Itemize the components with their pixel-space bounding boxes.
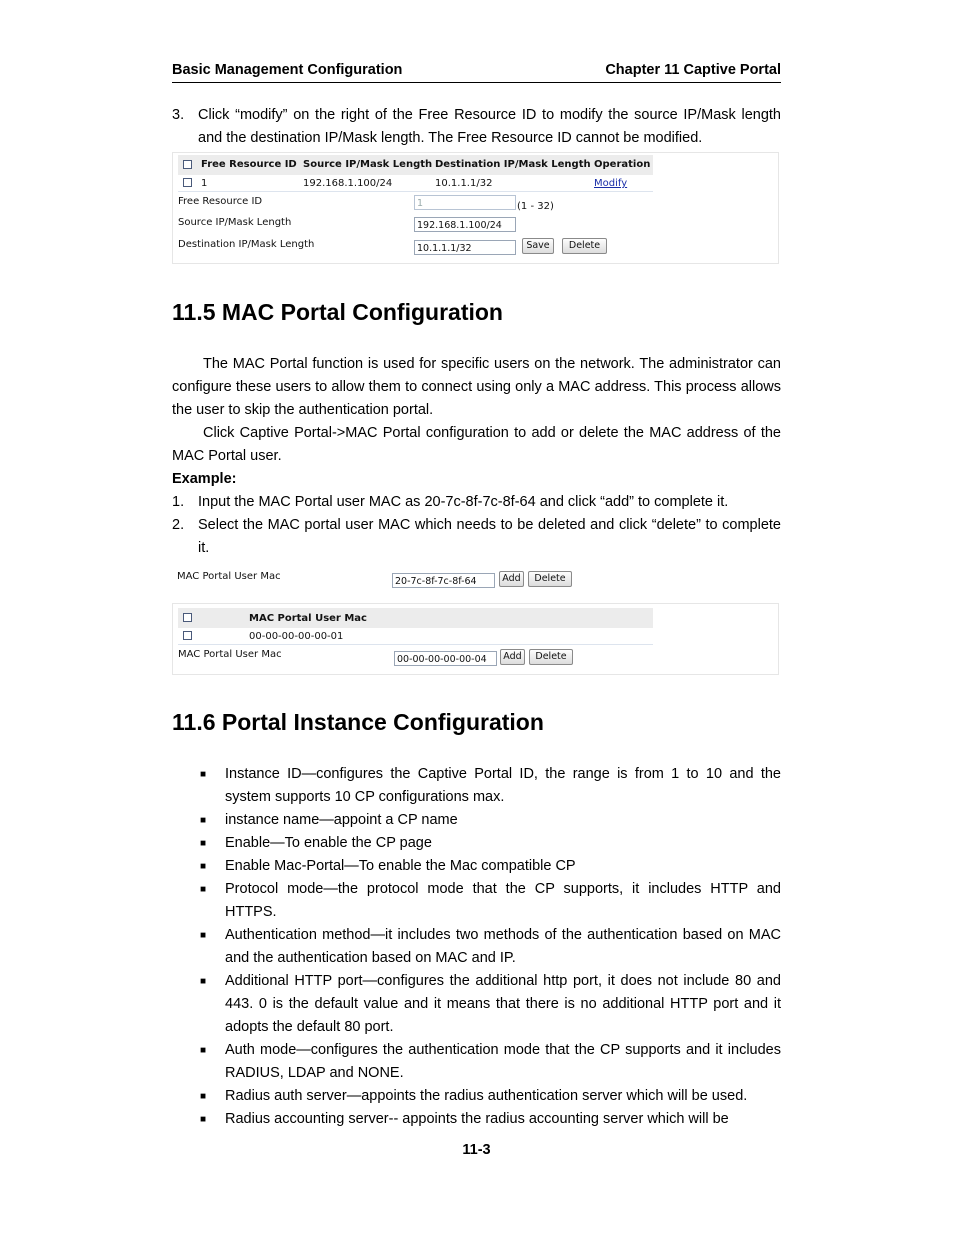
- section-11-6-title: 11.6 Portal Instance Configuration: [172, 709, 544, 735]
- list-item: [172, 878, 781, 924]
- mac-portal-add-panel: [172, 566, 777, 594]
- mac-portal-user-mac-input[interactable]: 00-00-00-00-00-04: [394, 651, 497, 666]
- step-text: Click “modify” on the right of the Free Resource ID to modify the source IP/Mask length and the destination IP/Mask length. The Free Resource ID cannot be modified.: [198, 107, 781, 146]
- list-item: [172, 809, 781, 832]
- bullet-text: Protocol mode—the protocol mode that the CP supports, it includes HTTP and HTTPS.: [225, 881, 781, 920]
- free-resource-id-input[interactable]: 1: [414, 195, 516, 210]
- page-number: 11-3: [462, 1142, 491, 1158]
- col-operation: Operation: [594, 159, 651, 170]
- bullet-marker: ■: [200, 1045, 207, 1056]
- bullet-marker: ■: [200, 1091, 207, 1102]
- mac-portal-user-mac-label: MAC Portal User Mac: [177, 571, 281, 582]
- item-text: Input the MAC Portal user MAC as 20-7c-8f-7c-8f-64 and click “add” to complete it.: [198, 494, 729, 510]
- col-source: Source IP/Mask Length: [303, 159, 433, 170]
- col-destination: Destination IP/Mask Length: [435, 159, 591, 170]
- bullet-marker: ■: [200, 815, 207, 826]
- list-item: [172, 832, 781, 855]
- paragraph: Click Captive Portal->MAC Portal configuration to add or delete the MAC address of the MAC Portal user.: [172, 425, 781, 464]
- delete-button[interactable]: Delete: [562, 238, 607, 254]
- destination-mask-label: Destination IP/Mask Length: [178, 239, 315, 250]
- page-header: [172, 62, 781, 83]
- bullet-marker: ■: [200, 884, 207, 895]
- mac-table-header: [178, 608, 653, 628]
- item-number: 2.: [172, 517, 185, 533]
- select-all-checkbox[interactable]: [183, 160, 192, 169]
- free-resource-panel: [172, 152, 779, 264]
- row-checkbox[interactable]: [183, 631, 192, 640]
- bullet-text: instance name—appoint a CP name: [225, 812, 458, 828]
- bullet-marker: ■: [200, 769, 207, 780]
- col-mac-portal-user-mac: MAC Portal User Mac: [249, 613, 367, 624]
- table-row: [178, 175, 653, 192]
- free-resource-table-header: [178, 155, 653, 175]
- mac-portal-user-mac-label: MAC Portal User Mac: [178, 649, 282, 660]
- item-number: 1.: [172, 494, 185, 510]
- step-3: [172, 104, 781, 150]
- list-item: [172, 855, 781, 878]
- col-free-resource-id: Free Resource ID: [201, 159, 297, 170]
- bullet-text: Additional HTTP port—configures the additional http port, it does not include 80 and 443. 0 is the default value and it means that there is no additional HTTP port and it adopts the default 80 port.: [225, 973, 781, 1035]
- bullet-text: Radius accounting server-- appoints the radius accounting server which will be: [225, 1111, 729, 1127]
- bullet-text: Auth mode—configures the authentication mode that the CP supports and it includes RADIUS, LDAP and NONE.: [225, 1042, 781, 1081]
- section-11-6-bullets: [172, 763, 781, 1131]
- bullet-marker: ■: [200, 1114, 207, 1125]
- step-number: 3.: [172, 107, 185, 123]
- row-destination: 10.1.1.1/32: [435, 178, 493, 189]
- header-right: Chapter 11 Captive Portal: [605, 62, 781, 78]
- mac-portal-user-mac-input[interactable]: 20-7c-8f-7c-8f-64: [392, 573, 495, 588]
- mac-portal-list-panel: [172, 603, 779, 675]
- list-item: [172, 1039, 781, 1085]
- modify-link[interactable]: Modify: [594, 178, 628, 189]
- paragraph: The MAC Portal function is used for specific users on the network. The administrator can configure these users to allow them to connect using only a MAC address. This process allows the user to skip the authentication portal.: [172, 356, 781, 418]
- delete-button[interactable]: Delete: [528, 571, 572, 587]
- source-mask-input[interactable]: 192.168.1.100/24: [414, 217, 516, 232]
- delete-button[interactable]: Delete: [529, 649, 573, 665]
- destination-mask-input[interactable]: 10.1.1.1/32: [414, 240, 516, 255]
- list-item: [172, 970, 781, 1039]
- row-mac: 00-00-00-00-00-01: [249, 631, 344, 642]
- free-resource-id-range: (1 - 32): [517, 201, 554, 212]
- bullet-marker: ■: [200, 976, 207, 987]
- list-item: [172, 514, 781, 560]
- add-button[interactable]: Add: [499, 571, 524, 587]
- bullet-marker: ■: [200, 930, 207, 941]
- row-checkbox[interactable]: [183, 178, 192, 187]
- list-item: [172, 491, 781, 514]
- source-mask-label: Source IP/Mask Length: [178, 217, 292, 228]
- list-item: [172, 763, 781, 809]
- table-row: [178, 628, 653, 645]
- example-heading: Example:: [172, 471, 237, 487]
- list-item: [172, 1085, 781, 1108]
- header-left: Basic Management Configuration: [172, 62, 403, 78]
- select-all-checkbox[interactable]: [183, 613, 192, 622]
- item-text: Select the MAC portal user MAC which needs to be deleted and click “delete” to complete it.: [198, 517, 781, 556]
- save-button[interactable]: Save: [522, 238, 554, 254]
- list-item: [172, 924, 781, 970]
- bullet-text: Radius auth server—appoints the radius authentication server which will be used.: [225, 1088, 748, 1104]
- bullet-marker: ■: [200, 861, 207, 872]
- row-source: 192.168.1.100/24: [303, 178, 393, 189]
- bullet-text: Enable—To enable the CP page: [225, 835, 432, 851]
- bullet-marker: ■: [200, 838, 207, 849]
- bullet-text: Enable Mac-Portal—To enable the Mac compatible CP: [225, 858, 576, 874]
- list-item: [172, 1108, 781, 1131]
- section-11-5-body: [172, 353, 781, 560]
- add-button[interactable]: Add: [500, 649, 525, 665]
- free-resource-id-label: Free Resource ID: [178, 196, 263, 207]
- row-id: 1: [201, 178, 208, 189]
- bullet-text: Instance ID—configures the Captive Portal ID, the range is from 1 to 10 and the system supports 10 CP configurations max.: [225, 766, 781, 805]
- section-11-5-title: 11.5 MAC Portal Configuration: [172, 299, 503, 325]
- bullet-text: Authentication method—it includes two methods of the authentication based on MAC and the authentication based on MAC and IP.: [225, 927, 781, 966]
